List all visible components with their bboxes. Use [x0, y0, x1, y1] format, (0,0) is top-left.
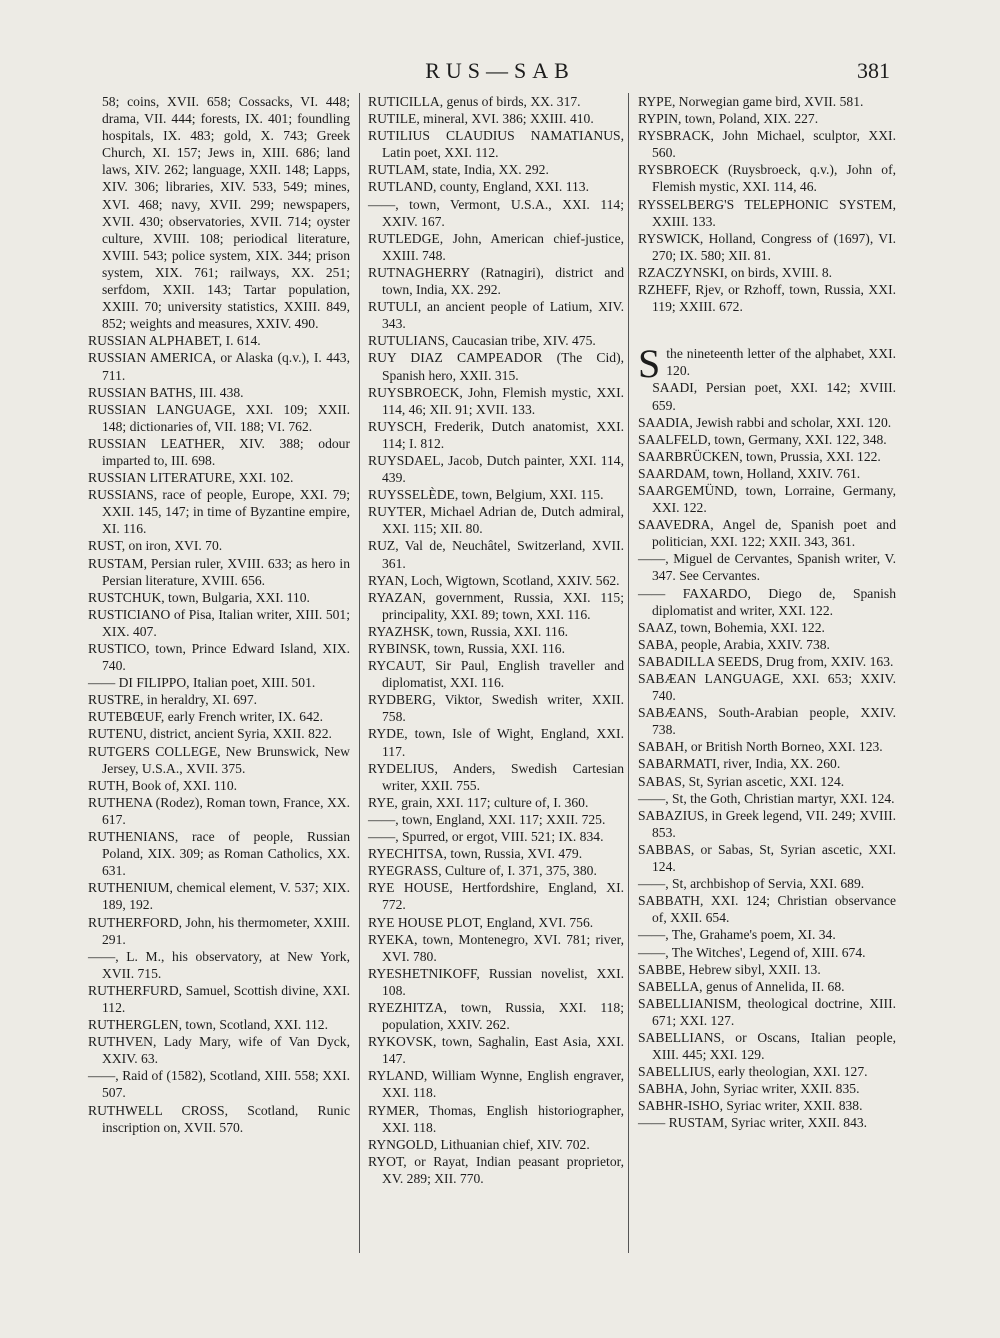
- index-entry: RUZ, Val de, Neuchâtel, Switzerland, XVII. 361.: [368, 538, 624, 571]
- index-entry: RYEZHITZA, town, Russia, XXI. 118; population, XXIV. 262.: [368, 999, 624, 1033]
- index-entry: ——, St, archbishop of Servia, XXI. 689.: [638, 876, 865, 892]
- index-entry: ——, Spurred, or ergot, VIII. 521; IX. 834.: [368, 829, 604, 845]
- index-entry: ——, town, England, XXI. 117; XXII. 725.: [368, 811, 606, 827]
- index-entry: RYNGOLD, Lithuanian chief, XIV. 702.: [368, 1136, 590, 1152]
- index-entry: RYAN, Loch, Wigtown, Scotland, XXIV. 562.: [368, 572, 620, 588]
- index-entry: RYAZHSK, town, Russia, XXI. 116.: [368, 623, 569, 639]
- index-entry: RUTULI, an ancient people of Latium, XIV. 343.: [368, 299, 624, 332]
- index-entry: RUTNAGHERRY (Ratnagiri), district and town, India, XX. 292.: [368, 264, 624, 298]
- index-entry: RYEKA, town, Montenegro, XVI. 781; river, XVI. 780.: [368, 931, 624, 964]
- index-entry: RUSSIAN LANGUAGE, XXI. 109; XXII. 148; dictionaries of, VII. 188; VI. 762.: [88, 401, 350, 434]
- index-entry: RYKOVSK, town, Saghalin, East Asia, XXI. 147.: [368, 1034, 624, 1067]
- letter-s-intro-entry: [638, 341, 896, 387]
- index-entry: RYBINSK, town, Russia, XXI. 116.: [368, 641, 565, 656]
- page-header: [0, 58, 1000, 86]
- index-entry: ——, St, the Goth, Christian martyr, XXI. 124.: [638, 790, 895, 806]
- index-entry: —— DI FILIPPO, Italian poet, XIII. 501.: [88, 675, 316, 691]
- index-entry: RYPIN, town, Poland, XIX. 227.: [638, 111, 819, 127]
- index-entry: RYE, grain, XXI. 117; culture of, I. 360.: [368, 794, 589, 810]
- index-entry: RUTHERFURD, Samuel, Scottish divine, XXI. 112.: [88, 982, 350, 1015]
- index-entry: RUSSIAN LITERATURE, XXI. 102.: [88, 470, 294, 486]
- index-entry: ——, L. M., his observatory, at New York, XVII. 715.: [88, 948, 350, 981]
- index-entry: SAARBRÜCKEN, town, Prussia, XXI. 122.: [638, 448, 881, 464]
- index-entry: RUSTCHUK, town, Bulgaria, XXI. 110.: [88, 589, 310, 605]
- index-column-3: [638, 93, 896, 1132]
- index-entry: RYE HOUSE, Hertfordshire, England, XI. 772.: [368, 880, 624, 913]
- index-entry: RUYSDAEL, Jacob, Dutch painter, XXI. 114, 439.: [368, 452, 624, 486]
- index-entry: RYSWICK, Holland, Congress of (1697), VI. 270; IX. 580; XII. 81.: [638, 230, 896, 263]
- index-entry: RYESHETNIKOFF, Russian novelist, XXI. 108.: [368, 965, 624, 998]
- index-entry: RYSBRACK, John Michael, sculptor, XXI. 560.: [638, 128, 896, 161]
- index-entry: RUTHENIANS, race of people, Russian Poland, XIX. 309; as Roman Catholics, XX. 631.: [88, 829, 350, 879]
- index-entry: RUYTER, Michael Adrian de, Dutch admiral, XXI. 115; XII. 80.: [368, 504, 624, 537]
- index-entry: SAADI, Persian poet, XXI. 142; XVIII. 659.: [652, 380, 896, 413]
- index-entry: RUYSBROECK, John, Flemish mystic, XXI. 114, 46; XII. 91; XVII. 133.: [368, 384, 624, 417]
- index-column-2: [368, 93, 624, 1187]
- index-entry: SABBATH, XXI. 124; Christian observance of, XXII. 654.: [638, 893, 896, 926]
- index-entry: SABÆANS, South-Arabian people, XXIV. 738.: [638, 705, 896, 738]
- index-entry: SAAVEDRA, Angel de, Spanish poet and politician, XXI. 122; XXII. 343, 361.: [638, 517, 896, 550]
- index-entry: 58; coins, XVII. 658; Cossacks, VI. 448; drama, VII. 444; forests, IX. 401; foundling hospitals, IX. 483; gold, X. 743; Greek Church, XI. 157; Jews in, XIII. 686; land laws, XIV. 262; language, XXII. 148; Lapps, XIV. 306; libraries, XIV. 533, 549; mines, XVI. 468; navy, XVII. 299; newspapers, XVII. 430; observatories, XVII. 714; oyster culture, XVIII. 108; periodical literature, XVIII. 543; police system, XIX. 344; prison system, XIX. 761; railways, XX. 251; serfdom, XXII. 143; Tartar population, XXIII. 70; university statistics, XXIII. 849, 852; weights and measures, XXIV. 490.: [102, 94, 350, 332]
- index-column-1: [88, 93, 350, 1136]
- index-entry: ——, Miguel de Cervantes, Spanish writer, V. 347. See Cervantes.: [638, 551, 896, 584]
- index-entry: SABBAS, or Sabas, St, Syrian ascetic, XXI. 124.: [638, 841, 896, 875]
- index-entry: RYOT, or Rayat, Indian peasant proprietor, XV. 289; XII. 770.: [368, 1153, 624, 1186]
- index-entry: SABA, people, Arabia, XXIV. 738.: [638, 636, 830, 652]
- index-entry: RUSTICO, town, Prince Edward Island, XIX. 740.: [88, 641, 350, 674]
- index-entry: SABBE, Hebrew sibyl, XXII. 13.: [638, 961, 821, 977]
- index-entry: RUSTICIANO of Pisa, Italian writer, XIII. 501; XIX. 407.: [88, 606, 350, 639]
- index-entry: SABAS, St, Syrian ascetic, XXI. 124.: [638, 773, 845, 789]
- index-entry: RUTHENIUM, chemical element, V. 537; XIX. 189, 192.: [88, 880, 350, 913]
- index-entry: RYDELIUS, Anders, Swedish Cartesian writer, XXII. 755.: [368, 760, 624, 793]
- index-entry: SABELLIUS, early theologian, XXI. 127.: [638, 1064, 868, 1080]
- index-entry: RYPE, Norwegian game bird, XVII. 581.: [638, 94, 864, 109]
- index-entry: RYAZAN, government, Russia, XXI. 115; principality, XXI. 89; town, XXI. 116.: [368, 589, 624, 622]
- index-entry: RUTENU, district, ancient Syria, XXII. 822.: [88, 726, 332, 742]
- index-entry: RYDBERG, Viktor, Swedish writer, XXII. 758.: [368, 692, 624, 725]
- index-entry: SAAZ, town, Bohemia, XXI. 122.: [638, 619, 825, 635]
- index-entry: RUTLAM, state, India, XX. 292.: [368, 162, 549, 178]
- index-entry: RUTULIANS, Caucasian tribe, XIV. 475.: [368, 333, 596, 349]
- running-head: RUS—SAB: [425, 58, 575, 83]
- index-entry: RUTLAND, county, England, XXI. 113.: [368, 179, 589, 195]
- index-entry: RUSSIANS, race of people, Europe, XXI. 79; XXII. 145, 147; in time of Byzantine empire, XI. 116.: [88, 487, 350, 537]
- index-entry: SABÆAN LANGUAGE, XXI. 653; XXIV. 740.: [638, 671, 896, 704]
- index-entry: RUTH, Book of, XXI. 110.: [88, 777, 238, 793]
- drop-cap-letter: S: [638, 341, 661, 387]
- index-entry: RUSSIAN ALPHABET, I. 614.: [88, 333, 261, 349]
- index-entry: RUYSCH, Frederik, Dutch anatomist, XXI. 114; I. 812.: [368, 418, 624, 451]
- index-entry: —— RUSTAM, Syriac writer, XXII. 843.: [638, 1115, 868, 1131]
- index-entry: RUTHWELL CROSS, Scotland, Runic inscription on, XVII. 570.: [88, 1102, 350, 1135]
- index-entry: RUTLEDGE, John, American chief-justice, XXIII. 748.: [368, 230, 624, 263]
- column-divider-left: [359, 93, 360, 1253]
- index-entry: RUTHENA (Rodez), Roman town, France, XX. 617.: [88, 794, 350, 827]
- index-entry: RYLAND, William Wynne, English engraver, XXI. 118.: [368, 1068, 624, 1101]
- letter-s-intro-text: the nineteenth letter of the alphabet, XXI. 120.: [666, 346, 896, 379]
- index-entry: RUTILIUS CLAUDIUS NAMATIANUS, Latin poet, XXI. 112.: [368, 128, 624, 161]
- column-divider-right: [628, 93, 629, 1253]
- index-entry: RYSSELBERG'S TELEPHONIC SYSTEM, XXIII. 133.: [638, 196, 896, 229]
- section-gap: [638, 315, 896, 345]
- index-entry: RUY DIAZ CAMPEADOR (The Cid), Spanish hero, XXII. 315.: [368, 350, 624, 383]
- index-entry: RUTGERS COLLEGE, New Brunswick, New Jersey, U.S.A., XVII. 375.: [88, 743, 350, 776]
- index-entry: RUSSIAN BATHS, III. 438.: [88, 384, 244, 400]
- index-entry: SABARMATI, river, India, XX. 260.: [638, 756, 841, 772]
- index-entry: SAALFELD, town, Germany, XXI. 122, 348.: [638, 431, 887, 447]
- index-entry: RYDE, town, Isle of Wight, England, XXI. 117.: [368, 726, 624, 759]
- index-entry: SABAZIUS, in Greek legend, VII. 249; XVIII. 853.: [638, 807, 896, 840]
- index-entry: SABAH, or British North Borneo, XXI. 123.: [638, 739, 883, 755]
- page-number: 381: [857, 58, 890, 83]
- index-entry: ——, Raid of (1582), Scotland, XIII. 558; XXI. 507.: [88, 1068, 350, 1101]
- index-entry: RUSSIAN LEATHER, XIV. 388; odour imparted to, III. 698.: [88, 435, 350, 468]
- index-entry: SABELLA, genus of Annelida, II. 68.: [638, 978, 845, 994]
- index-entry: SABELLIANISM, theological doctrine, XIII. 671; XXI. 127.: [638, 995, 896, 1028]
- index-entry: RUYSSELÈDE, town, Belgium, XXI. 115.: [368, 487, 604, 503]
- index-entry: RUTILE, mineral, XVI. 386; XXIII. 410.: [368, 111, 594, 127]
- index-entry: RUTHVEN, Lady Mary, wife of Van Dyck, XXIV. 63.: [88, 1034, 350, 1067]
- index-entry: SAARDAM, town, Holland, XXIV. 761.: [638, 465, 861, 481]
- index-entry: RYECHITSA, town, Russia, XVI. 479.: [368, 846, 583, 862]
- index-entry: RUSTRE, in heraldry, XI. 697.: [88, 692, 258, 708]
- index-entry: SAARGEMÜND, town, Lorraine, Germany, XXI. 122.: [638, 482, 896, 516]
- index-entry: ——, The, Grahame's poem, XI. 34.: [638, 927, 836, 943]
- index-entry: RUTICILLA, genus of birds, XX. 317.: [368, 94, 581, 109]
- index-entry: RYSBROECK (Ruysbroeck, q.v.), John of, Flemish mystic, XXI. 114, 46.: [638, 162, 896, 195]
- index-entry: RYMER, Thomas, English historiographer, XXI. 118.: [368, 1102, 624, 1135]
- index-entry: SABADILLA SEEDS, Drug from, XXIV. 163.: [638, 653, 894, 669]
- index-entry: SAADIA, Jewish rabbi and scholar, XXI. 120.: [638, 414, 892, 430]
- index-entry: RUTHERGLEN, town, Scotland, XXI. 112.: [88, 1017, 329, 1033]
- index-entry: RYCAUT, Sir Paul, English traveller and diplomatist, XXI. 116.: [368, 658, 624, 691]
- index-entry: RUSSIAN AMERICA, or Alaska (q.v.), I. 443, 711.: [88, 350, 350, 383]
- index-entry: RUST, on iron, XVI. 70.: [88, 538, 223, 554]
- index-entry: ——, The Witches', Legend of, XIII. 674.: [638, 944, 866, 960]
- index-entry: RYE HOUSE PLOT, England, XVI. 756.: [368, 914, 594, 930]
- index-entry: RUSTAM, Persian ruler, XVIII. 633; as hero in Persian literature, XVIII. 656.: [88, 555, 350, 588]
- index-entry: SABHA, John, Syriac writer, XXII. 835.: [638, 1081, 860, 1097]
- index-entry: SABELLIANS, or Oscans, Italian people, XIII. 445; XXI. 129.: [638, 1029, 896, 1063]
- index-entry: RYEGRASS, Culture of, I. 371, 375, 380.: [368, 863, 597, 879]
- index-entry: RZHEFF, Rjev, or Rzhoff, town, Russia, XXI. 119; XXIII. 672.: [638, 282, 896, 315]
- index-entry: —— FAXARDO, Diego de, Spanish diplomatist and writer, XXI. 122.: [638, 585, 896, 618]
- index-entry: RZACZYNSKI, on birds, XVIII. 8.: [638, 264, 833, 280]
- index-entry: RUTHERFORD, John, his thermometer, XXIII. 291.: [88, 914, 350, 947]
- index-entry: RUTEBŒUF, early French writer, IX. 642.: [88, 709, 324, 725]
- index-entry: ——, town, Vermont, U.S.A., XXI. 114; XXIV. 167.: [368, 196, 624, 229]
- index-entry: SABHR-ISHO, Syriac writer, XXII. 838.: [638, 1098, 863, 1114]
